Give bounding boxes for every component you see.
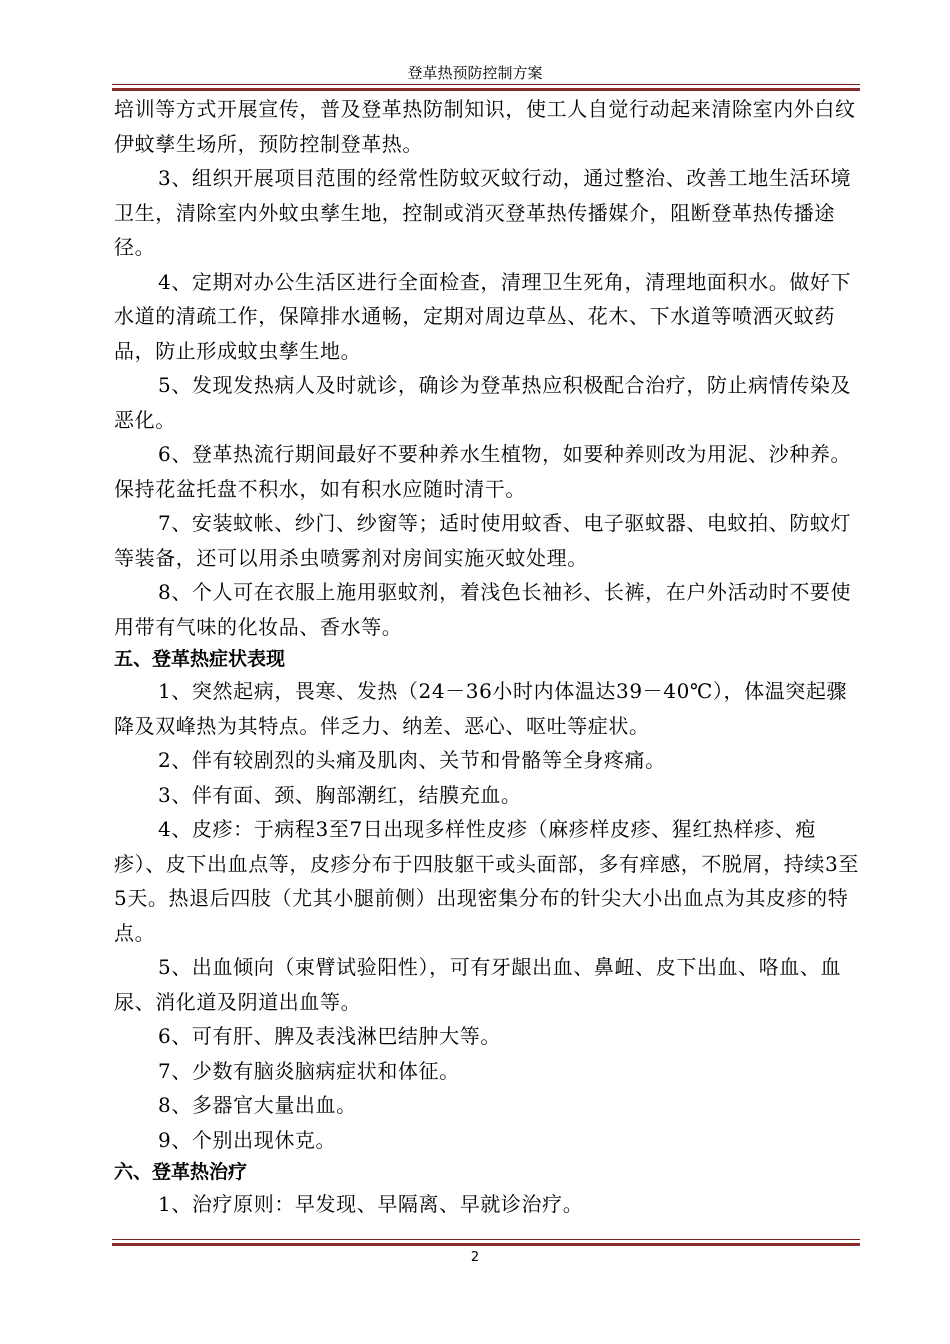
treatment-item-1: 1、治疗原则：早发现、早隔离、早就诊治疗。 <box>158 1192 584 1216</box>
paragraph-item-5: 5、发现发热病人及时就诊，确诊为登革热应积极配合治疗，防止病情传染及恶化。 <box>114 373 852 432</box>
symptom-item-9: 9、个别出现休克。 <box>158 1127 337 1152</box>
section-heading-symptoms: 五、登革热症状表现 <box>114 648 286 670</box>
paragraph-item-8: 8、个人可在衣服上施用驱蚊剂，着浅色长袖衫、长裤，在户外活动时不要使用带有气味的化妆品、香水等。 <box>114 580 852 639</box>
paragraph-item-3: 3、组织开展项目范围的经常性防蚊灭蚊行动，通过整治、改善工地生活环境卫生，清除室内外蚊虫孳生地，控制或消灭登革热传播媒介，阻断登革热传播途径。 <box>114 166 852 259</box>
footer-rule <box>112 1239 860 1240</box>
symptom-item-3: 3、伴有面、颈、胸部潮红，结膜充血。 <box>158 782 522 807</box>
page-number: 2 <box>470 1250 480 1265</box>
symptom-item-5: 5、出血倾向（束臂试验阳性），可有牙龈出血、鼻衄、皮下出血、咯血、血尿、消化道及阴道出血等。 <box>114 955 842 1014</box>
header-rule <box>112 84 860 85</box>
symptom-item-7: 7、少数有脑炎脑病症状和体征。 <box>158 1058 460 1083</box>
paragraph-item-4: 4、定期对办公生活区进行全面检查，清理卫生死角，清理地面积水。做好下水道的清疏工作，保障排水通畅，定期对周边草丛、花木、下水道等喷洒灭蚊药品，防止形成蚊虫孳生地。 <box>114 269 852 363</box>
document-body <box>114 92 860 1222</box>
page-header-title: 登革热预防控制方案 <box>407 64 543 82</box>
section-heading-treatment: 六、登革热治疗 <box>114 1161 248 1183</box>
symptom-item-8: 8、多器官大量出血。 <box>158 1093 357 1117</box>
symptom-item-2: 2、伴有较剧烈的头痛及肌肉、关节和骨骼等全身疼痛。 <box>158 748 666 772</box>
paragraph-item-7: 7、安装蚊帐、纱门、纱窗等；适时使用蚊香、电子驱蚊器、电蚊拍、防蚊灯等装备，还可以用杀虫喷雾剂对房间实施灭蚊处理。 <box>114 511 852 570</box>
symptom-item-4: 4、皮疹：于病程3至7日出现多样性皮疹（麻疹样皮疹、猩红热样疹、疱疹）、皮下出血点等，皮疹分布于四肢躯干或头面部，多有痒感，不脱屑，持续3至5天。热退后四肢（尤其小腿前侧）出现密集分布的针尖大小出血点为其皮疹的特点。 <box>114 817 859 945</box>
symptom-item-6: 6、可有肝、脾及表浅淋巴结肿大等。 <box>158 1024 501 1048</box>
paragraph-continued: 培训等方式开展宣传，普及登革热防制知识，使工人自觉行动起来清除室内外白纹伊蚊孳生场所，预防控制登革热。 <box>114 97 856 156</box>
symptom-item-1: 1、突然起病，畏寒、发热（24－36小时内体温达39－40℃），体温突起骤降及双峰热为其特点。伴乏力、纳差、恶心、呕吐等症状。 <box>114 679 848 738</box>
header-rule-thick <box>112 88 860 91</box>
footer-rule-thick <box>112 1243 860 1246</box>
paragraph-item-6: 6、登革热流行期间最好不要种养水生植物，如要种养则改为用泥、沙种养。保持花盆托盘不积水，如有积水应随时清干。 <box>114 442 852 501</box>
